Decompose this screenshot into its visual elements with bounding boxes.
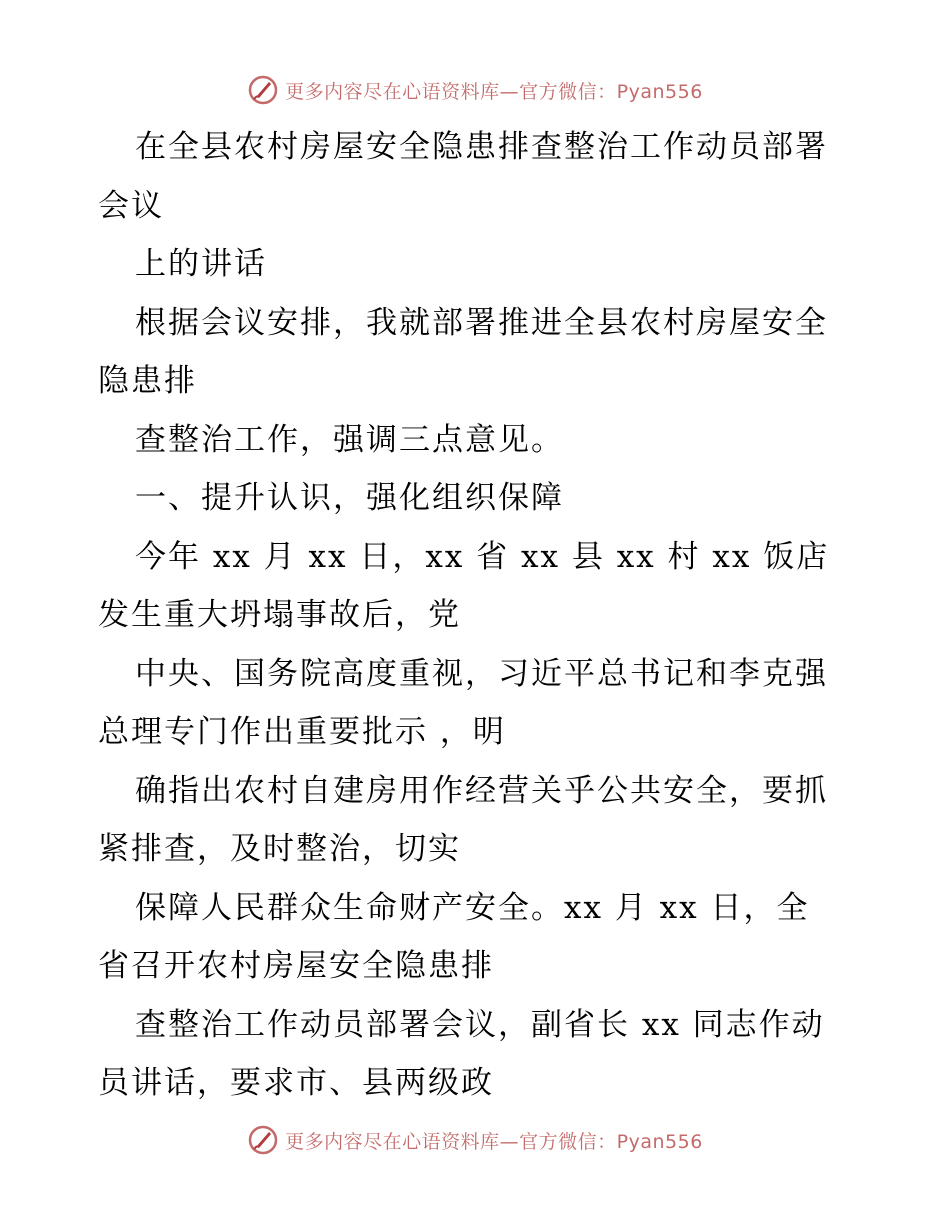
footer-banner-text: 更多内容尽在心语资料库—官方微信：Pyan556 (285, 1130, 703, 1153)
text-line: 发生重大坍塌事故后，党 (98, 597, 461, 633)
text-line: 紧排查，及时整治，切实 (98, 831, 461, 867)
text-line: 省召开农村房屋安全隐患排 (98, 948, 494, 984)
document-body (98, 118, 858, 1113)
text-line: 保障人民群众生命财产安全。xx 月 xx 日，全 (135, 889, 810, 926)
text-line: 查整治工作动员部署会议，副省长 xx 同志作动 (135, 1006, 825, 1043)
text-line: 今年 xx 月 xx 日，xx 省 xx 县 xx 村 xx 饭店 (135, 538, 830, 575)
text-line: 中央、国务院高度重视，习近平总书记和李克强 (135, 655, 828, 692)
text-line: 员讲话，要求市、县两级政 (98, 1065, 494, 1101)
text-line: 查整治工作，强调三点意见。 (135, 421, 564, 458)
text-line: 根据会议安排，我就部署推进全县农村房屋安全 (135, 304, 828, 341)
footer-banner (0, 1120, 950, 1160)
quill-logo-icon (247, 1124, 279, 1156)
text-line: 在全县农村房屋安全隐患排查整治工作动员部署 (135, 129, 828, 165)
section-heading: 一、提升认识，强化组织保障 (135, 480, 564, 516)
quill-logo-icon (247, 74, 279, 106)
header-banner (0, 70, 950, 110)
header-banner-text: 更多内容尽在心语资料库—官方微信：Pyan556 (285, 80, 703, 103)
text-line: 隐患排 (98, 363, 197, 399)
text-line: 上的讲话 (135, 246, 267, 282)
text-line: 会议 (98, 187, 164, 224)
text-line: 总理专门作出重要批示 ，明 (98, 714, 506, 750)
text-line: 确指出农村自建房用作经营关乎公共安全，要抓 (135, 772, 828, 809)
